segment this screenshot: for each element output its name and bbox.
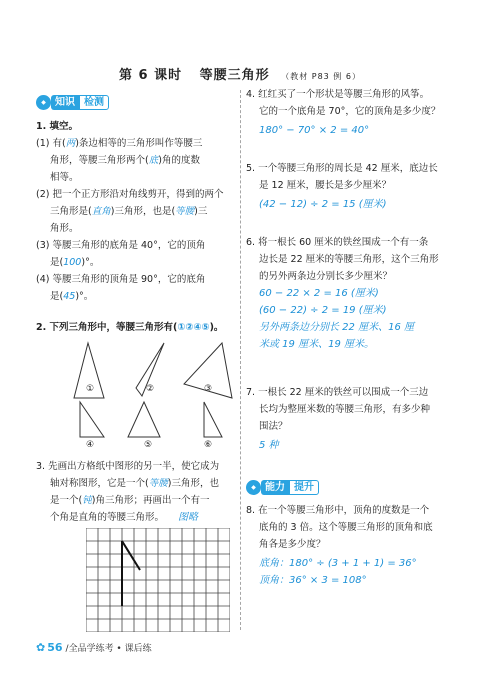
answer-6-line-1: 60 − 22 × 2 = 16 (厘米) [259, 288, 379, 299]
answer-blank: 等腰 [148, 478, 168, 489]
answer-blank: 45 [63, 291, 76, 302]
lesson-number: 第 6 课时 [119, 68, 183, 83]
triangle-label: ⑥ [203, 440, 213, 450]
question-7: 7. 一根长 22 厘米的铁丝可以围成一个三边 长均为整厘米数的等腰三角形，有多少种 围法？ 5 种 [246, 384, 461, 454]
knowledge-check-badge: ◆ 知识 检测 [36, 95, 109, 110]
badge-dot-icon: ◆ [246, 480, 261, 495]
lesson-topic: 等腰三角形 [199, 68, 270, 83]
triangle-label: ③ [203, 384, 213, 394]
answer-note: 图略 [178, 512, 199, 523]
triangle-label: ④ [85, 440, 95, 450]
answer-8-line-1: 底角：180° ÷ (3 + 1 + 1) = 36° [259, 558, 417, 569]
answer-6-line-2: (60 − 22) ÷ 2 = 19 (厘米) [259, 305, 387, 316]
answer-6-line-3: 另外两条边分别长 22 厘米、16 厘 [259, 322, 414, 333]
question-3: 3. 先画出方格纸中图形的另一半，使它成为 轴对称图形，它是一个(等腰)三角形，也 是一个(钝)角三角形；再画出一个有一 个角是直角的等腰三角形。 图略 [36, 461, 220, 523]
given-half-slant [122, 541, 140, 570]
leaf-icon: ✿ [36, 641, 46, 654]
grid-paper [86, 528, 230, 632]
answer-blank: ①②④⑤ [177, 322, 210, 333]
answer-7: 5 种 [259, 440, 279, 451]
question-2: 2. 下列三角形中，等腰三角形有(①②④⑤)。 [36, 322, 224, 333]
column-divider [240, 90, 241, 630]
answer-blank: 两 [65, 138, 76, 149]
question-5: 5. 一个等腰三角形的周长是 42 厘米，底边长 是 12 厘米，腰长是多少厘米？ (42 − 12) ÷ 2 = 15 (厘米) [246, 160, 461, 213]
triangle-4 [80, 402, 104, 437]
answer-blank: 等腰 [175, 206, 195, 217]
footer-text: /全品学练考 • 课后练 [65, 644, 152, 654]
answer-blank: 钝 [82, 495, 92, 506]
question-6: 6. 将一根长 60 厘米的铁丝围成一个有一条 边长是 22 厘米的等腰三角形，这个三角形 的另外两条边分别长多少厘米？ 60 − 22 × 2 = 16 (厘米) (60 − 22) ÷ 2 = 19 (厘米) 另外两条边分别长 22 厘米、16 厘 米或 19 厘米、19 厘米。 [246, 234, 461, 353]
page-title [0, 64, 480, 83]
question-1: 1. 填空。 (1) 有(两)条边相等的三角形叫作等腰三 角形，等腰三角形两个(底)角的度数 相等。 (2) 把一个正方形沿对角线剪开，得到的两个 三角形是(直角)三角形，也是(等腰)三 角形。 (3) 等腰三角形的底角是 40°，它的顶角 是(100)°。 (4) 等腰三角形的顶角是 90°，它的底角 是(45)°。 [36, 121, 224, 302]
question-8: 8. 在一个等腰三角形中，顶角的度数是一个 底角的 3 倍。这个等腰三角形的顶角和底 角各是多少度？ 底角：180° ÷ (3 + 1 + 1) = 36° 顶角：36° × 3 = 108° [246, 502, 461, 589]
page-number: 56 [47, 641, 63, 654]
answer-blank: 底 [148, 155, 159, 166]
answer-6-line-4: 米或 19 厘米、19 厘米。 [259, 339, 374, 350]
triangle-label: ⑤ [143, 440, 153, 450]
answer-blank: 直角 [91, 206, 111, 217]
question-4: 4. 红红买了一个形状是等腰三角形的风筝。 它的一个底角是 70°，它的顶角是多少度？ 180° − 70° × 2 = 40° [246, 86, 461, 139]
answer-blank: 100 [63, 257, 82, 268]
triangle-6 [204, 402, 222, 437]
badge-dot-icon: ◆ [36, 95, 51, 110]
triangle-label: ① [85, 384, 95, 394]
triangle-label: ② [145, 384, 155, 394]
answer-4: 180° − 70° × 2 = 40° [259, 125, 370, 136]
ability-boost-badge: ◆ 能力 提升 [246, 480, 319, 495]
textbook-reference: （教材 P83 例 6） [281, 72, 361, 81]
triangle-5 [128, 402, 160, 437]
page-footer [36, 641, 152, 654]
answer-8-line-2: 顶角：36° × 3 = 108° [259, 575, 367, 586]
answer-5: (42 − 12) ÷ 2 = 15 (厘米) [259, 199, 387, 210]
